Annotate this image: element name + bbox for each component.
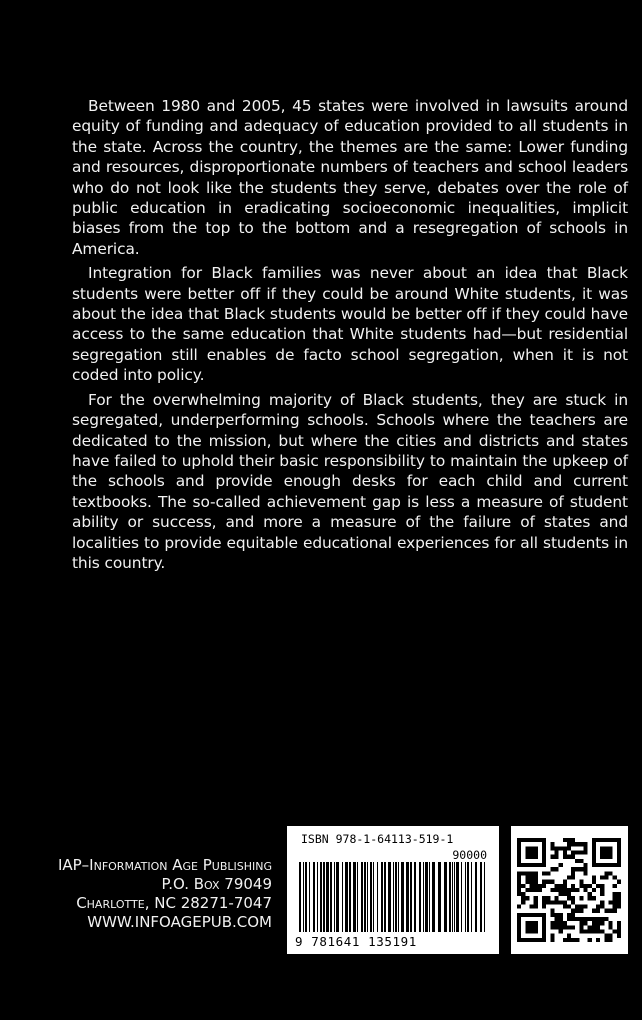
publisher-website: WWW.INFOAGEPUB.COM <box>87 913 272 931</box>
isbn-text: ISBN 978-1-64113-519-1 <box>301 832 454 846</box>
publisher-city: Charlotte, NC 28271-7047 <box>76 894 272 912</box>
price-code: 90000 <box>452 848 487 862</box>
publisher-name: IAP–Information Age Publishing <box>57 856 272 874</box>
publisher-address: P.O. Box 79049 <box>161 875 272 893</box>
blurb-paragraph: Between 1980 and 2005, 45 states were involved in lawsuits around equity of funding and adequacy of education provided to all students in the state. Across the country, the themes are the same: Lower funding and resources, disproportionate numbers of teachers and school leaders who do not look like the students they serve, debates over the role of public education in eradicating socioeconomic inequalities, implicit biases from the top to the bottom and a resegregation of schools in America. <box>72 97 628 258</box>
blurb-paragraph: Integration for Black families was never about an idea that Black students were better off if they could be around White students, it was about the idea that Black students would be better off if they could have access to the same education that White students had—but residential segregation still enables de facto school segregation, when it is not coded into policy. <box>72 264 628 385</box>
blurb-paragraph: For the overwhelming majority of Black students, they are stuck in segregated, underperforming schools. Schools where the teachers are dedicated to the mission, but where the cities and districts and states have failed to uphold their basic responsibility to maintain the upkeep of the schools and provide enough desks for each child and current textbooks. The so-called achievement gap is less a measure of student ability or success, and more a measure of the failure of states and localities to provide equitable educational experiences for all students in this country. <box>72 390 628 572</box>
barcode-icon <box>299 862 489 932</box>
isbn-barcode <box>287 826 499 954</box>
qr-code-icon <box>517 838 621 942</box>
publisher-info <box>58 856 272 932</box>
ean-digits: 9 781641 135191 <box>295 934 417 949</box>
qr-code <box>511 826 628 954</box>
back-cover-blurb <box>72 96 628 577</box>
